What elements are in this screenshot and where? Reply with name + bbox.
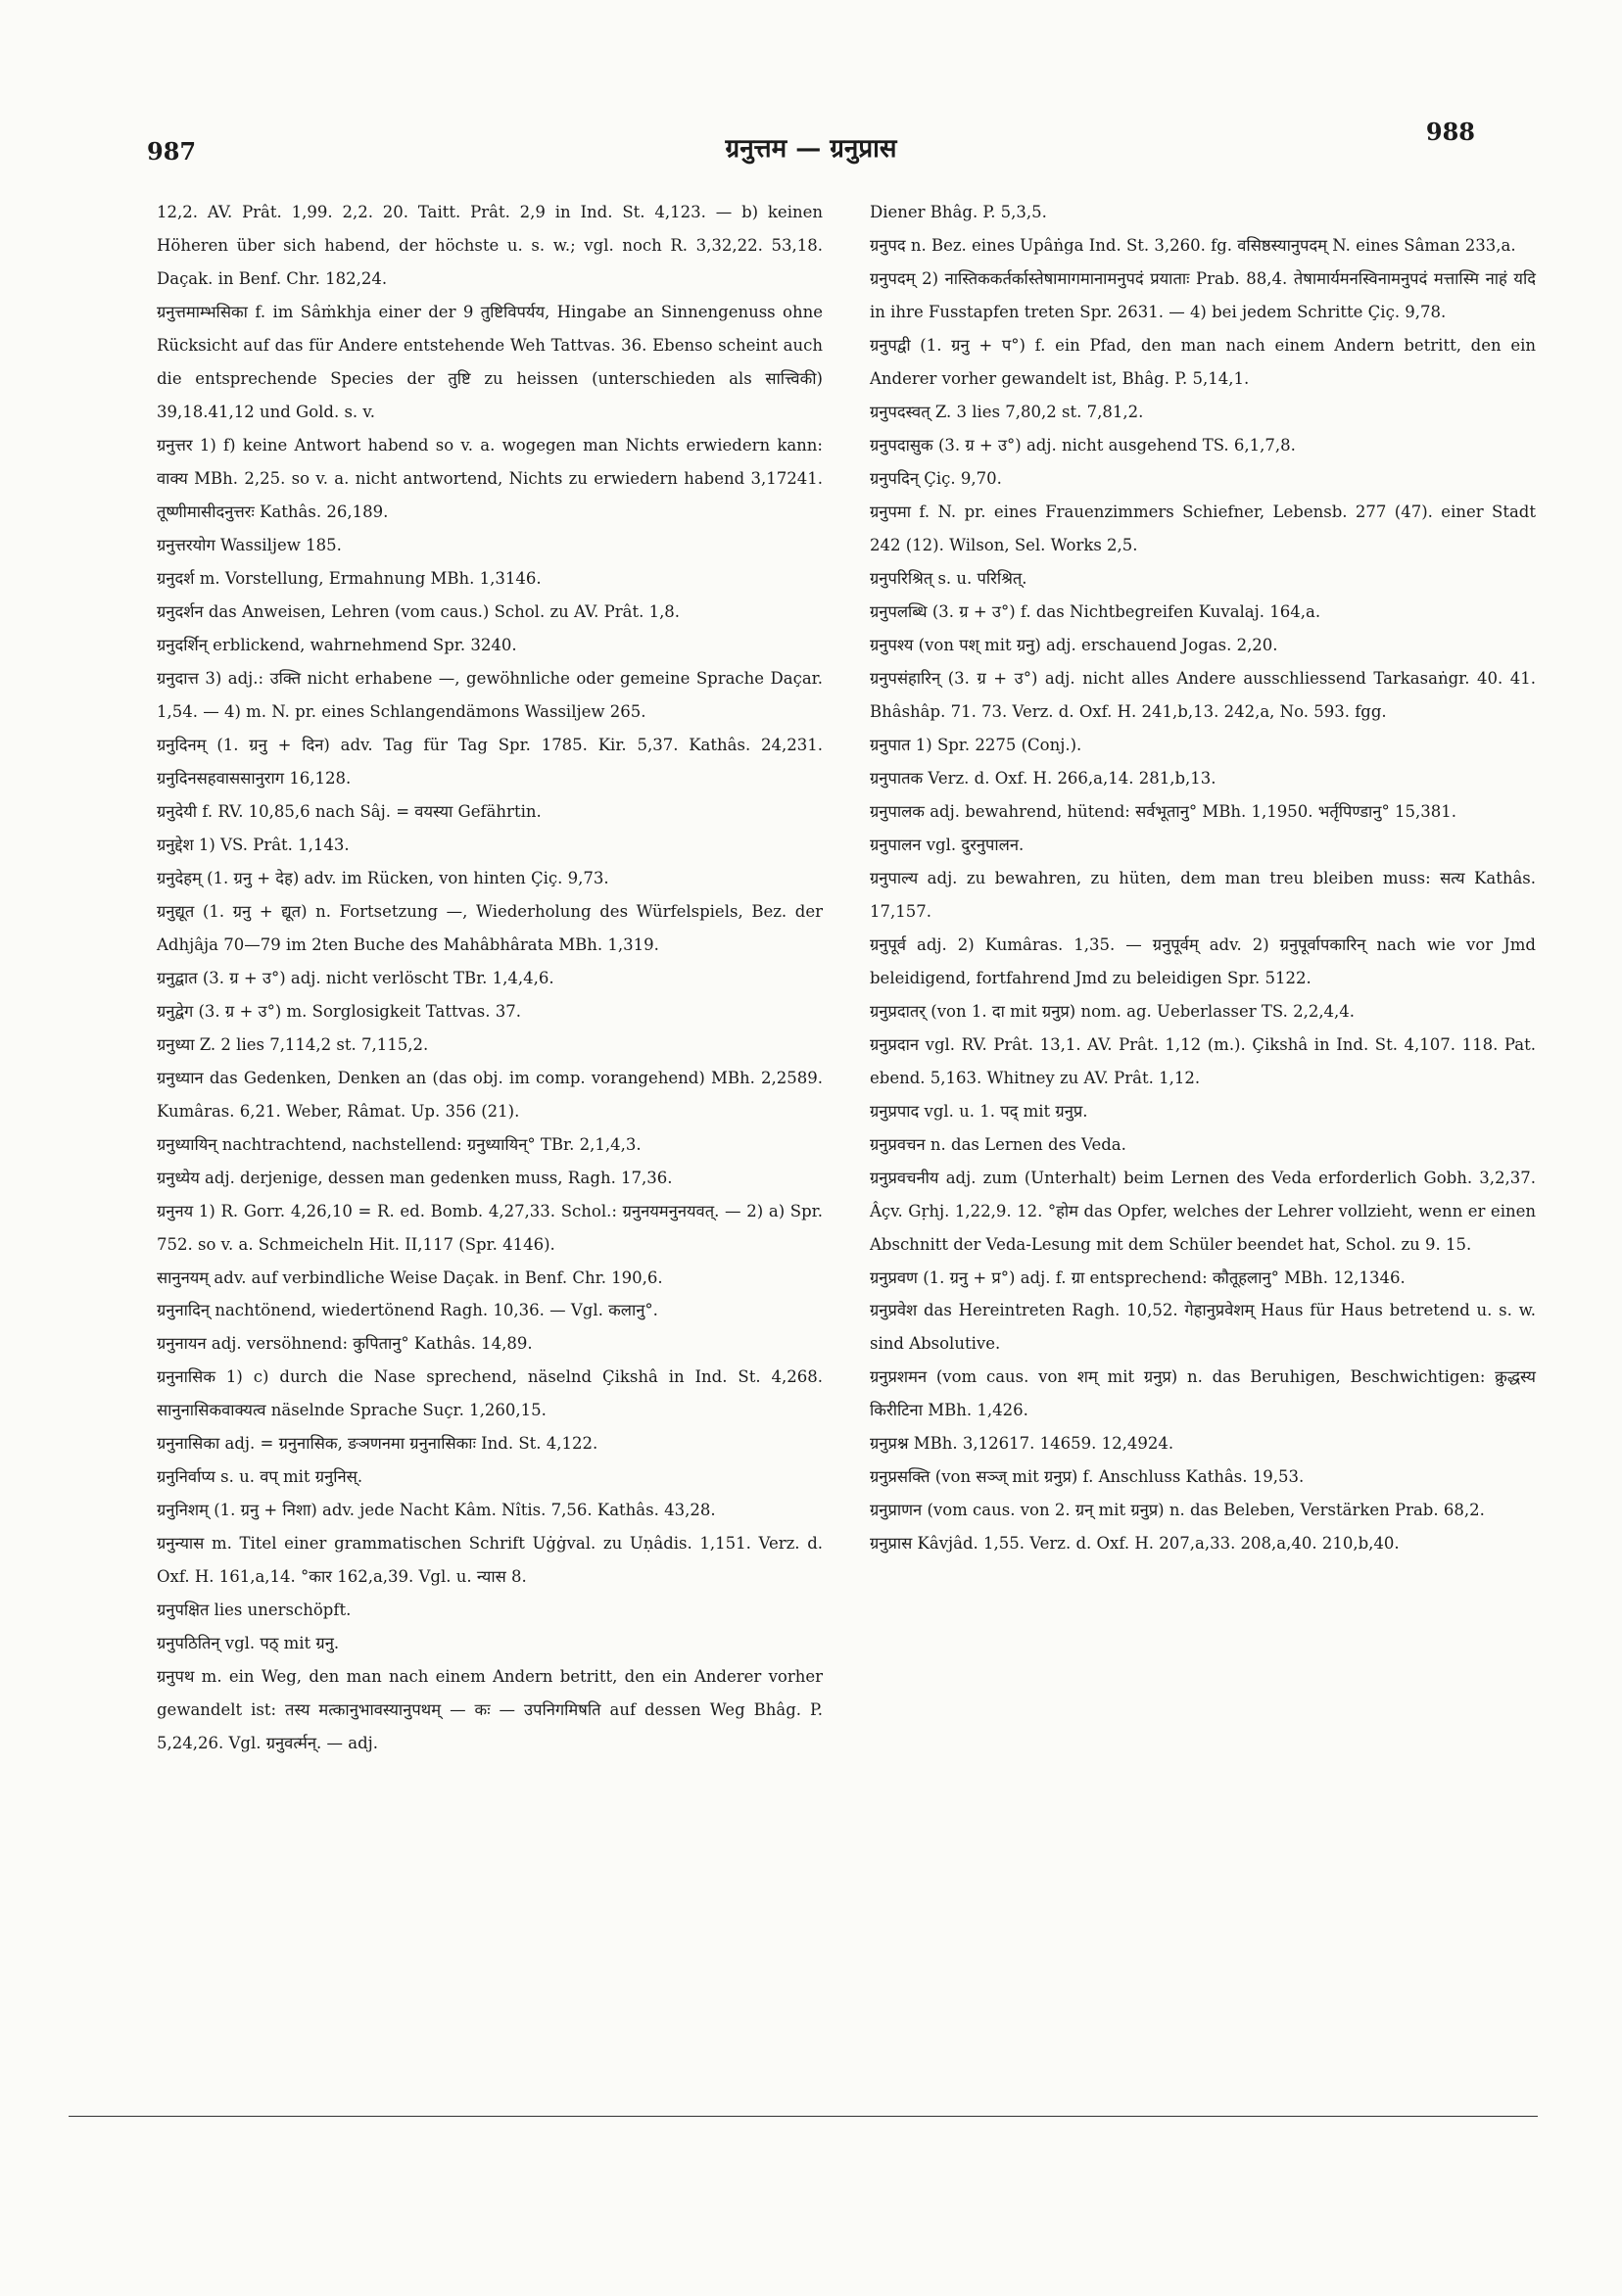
entry: ग्रनुपात 1) Spr. 2275 (Conj.). bbox=[870, 735, 1082, 754]
entry: ग्रनुदिनम् (1. ग्रनु + दिन) adv. Tag für Tag Spr. 1785. Kir. 5,37. Kathâs. 24,231. ग्रनुदिनसहवाससानुराग 16,128. bbox=[157, 735, 823, 788]
right-column bbox=[870, 196, 1536, 1560]
entry: ग्रनुपद n. Bez. eines Upâṅga Ind. St. 3,260. fg. वसिष्ठस्यानुपदम् N. eines Sâman 233,a. bbox=[870, 235, 1516, 255]
entry: ग्रनुनय 1) R. Gorr. 4,26,10 = R. ed. Bomb. 4,27,33. Schol.: ग्रनुनयमनुनयवत्. — 2) a) Spr. 752. so v. a. Schmeicheln Hit. II,117 (Spr. 4146). bbox=[157, 1201, 823, 1254]
entry: ग्रनुप्रसक्ति (von सञ्ज् mit ग्रनुप्र) f. Anschluss Kathâs. 19,53. bbox=[870, 1467, 1305, 1487]
entry: ग्रनुनिशम् (1. ग्रनु + निशा) adv. jede Nacht Kâm. Nîtis. 7,56. Kathâs. 43,28. bbox=[157, 1501, 716, 1520]
entry: ग्रनुपालन vgl. दुरनुपालन. bbox=[870, 835, 1025, 854]
entry: ग्रनुपदस्वत् Z. 3 lies 7,80,2 st. 7,81,2. bbox=[870, 402, 1144, 421]
entry: ग्रनुपसंहारिन् (3. ग्र + उ°) adj. nicht alles Andere ausschliessend Tarkasaṅgr. 40. 41. Bhâshâp. 71. 73. Verz. d. Oxf. H. 241,b,13. 242,a, No. 593. fgg. bbox=[870, 668, 1536, 721]
entry: ग्रनुपथ m. ein Weg, den man nach einem Andern betritt, den ein Anderer vorher gewandelt ist: तस्य मत्कानुभावस्यानुपथम् — कः — उपनिगमिषति auf dessen Weg Bhâg. P. 5,24,26. Vgl. ग्रनुवर्त्मन्. — adj. bbox=[157, 1667, 823, 1753]
entry: ग्रनुपदिन् Çiç. 9,70. bbox=[870, 468, 1002, 488]
entry: ग्रनुनादिन् nachtönend, wiedertönend Ragh. 10,36. — Vgl. कलानु°. bbox=[157, 1301, 658, 1320]
entry: ग्रनुपदम् 2) नास्तिककर्तर्कास्तेषामागमानामनुपदं प्रयाताः Prab. 88,4. तेषामार्यमनस्विनामनुपदं मत्तास्मि नाहं यदि in ihre Fusstapfen treten Spr. 2631. — 4) bei jedem Schritte Çiç. 9,78. bbox=[870, 268, 1536, 321]
entry: ग्रनुप्रवेश das Hereintreten Ragh. 10,52. गेहानुप्रवेशम् Haus für Haus betretend u. s. w. sind Absolutive. bbox=[870, 1301, 1536, 1354]
entry: ग्रनुपालक adj. bewahrend, hütend: सर्वभूतानु° MBh. 1,1950. भर्तृपिण्डानु° 15,381. bbox=[870, 801, 1456, 821]
entry: ग्रनुप्रवचनीय adj. zum (Unterhalt) beim Lernen des Veda erforderlich Gobh. 3,2,37. Âçv. Gṛhj. 1,22,9. 12. °होम das Opfer, welches der Lehrer vollzieht, wenn er einen Abschnitt der Veda-Lesung mit dem Schüler beendet hat, Schol. zu 9. 15. bbox=[870, 1168, 1536, 1254]
entry: ग्रनुनिर्वाप्य s. u. वप् mit ग्रनुनिस्. bbox=[157, 1467, 363, 1487]
entry: ग्रनुदर्शिन् erblickend, wahrnehmend Spr. 3240. bbox=[157, 635, 517, 654]
entry: ग्रनुध्येय adj. derjenige, dessen man gedenken muss, Ragh. 17,36. bbox=[157, 1168, 673, 1187]
left-page-number: 987 bbox=[147, 137, 197, 166]
entry: ग्रनुप्रदान vgl. RV. Prât. 13,1. AV. Prât. 1,12 (m.). Çikshâ in Ind. St. 4,107. 118. Pat. ebend. 5,163. Whitney zu AV. Prât. 1,12. bbox=[870, 1034, 1536, 1087]
entry: ग्रनुन्यास m. Titel einer grammatischen Schrift Uġġval. zu Uṇâdis. 1,151. Verz. d. Oxf. H. 161,a,14. °कार 162,a,39. Vgl. u. न्यास 8. bbox=[157, 1534, 823, 1587]
right-page-number: 988 bbox=[1425, 118, 1475, 146]
entry: ग्रनुप्रास Kâvjâd. 1,55. Verz. d. Oxf. H. 207,a,33. 208,a,40. 210,b,40. bbox=[870, 1534, 1400, 1554]
bottom-rule bbox=[69, 2116, 1538, 2117]
entry: ग्रनुप्रवण (1. ग्रनु + प्र°) adj. f. ग्रा entsprechend: कौतूहलानु° MBh. 12,1346. bbox=[870, 1268, 1406, 1287]
left-column bbox=[157, 196, 823, 1760]
entry: ग्रनुपदासुक (3. ग्र + उ°) adj. nicht ausgehend TS. 6,1,7,8. bbox=[870, 435, 1296, 454]
entry: ग्रनुत्तमाम्भसिका f. im Sâṁkhja einer der 9 तुष्टिविपर्यय, Hingabe an Sinnengenuss ohne Rücksicht auf das für Andere entstehende Weh Tattvas. 36. Ebenso scheint auch die entsprechende Species der तुष्टि zu heissen (unterschieden als सात्त्विकी) 39,18.41,12 und Gold. s. v. bbox=[157, 302, 823, 421]
entry: सानुनयम् adv. auf verbindliche Weise Daçak. in Benf. Chr. 190,6. bbox=[157, 1268, 663, 1287]
entry: ग्रनुपातक Verz. d. Oxf. H. 266,a,14. 281,b,13. bbox=[870, 768, 1216, 788]
entry: ग्रनुध्यायिन् nachtrachtend, nachstellend: ग्रनुध्यायिन्° TBr. 2,1,4,3. bbox=[157, 1134, 642, 1154]
entry: Diener Bhâg. P. 5,3,5. bbox=[870, 203, 1047, 221]
entry: ग्रनुनासिक 1) c) durch die Nase sprechend, näselnd Çikshâ in Ind. St. 4,268. सानुनासिकवाक्यत्व näselnde Sprache Suçr. 1,260,15. bbox=[157, 1367, 823, 1420]
entry: ग्रनुध्या Z. 2 lies 7,114,2 st. 7,115,2. bbox=[157, 1034, 429, 1054]
entry: ग्रनुदेयी f. RV. 10,85,6 nach Sâj. = वयस्या Gefährtin. bbox=[157, 801, 542, 821]
entry: ग्रनुपमा f. N. pr. eines Frauenzimmers Schiefner, Lebensb. 277 (47). einer Stadt 242 (12). Wilson, Sel. Works 2,5. bbox=[870, 502, 1536, 554]
entry: ग्रनुप्रपाद vgl. u. 1. पद् mit ग्रनुप्र. bbox=[870, 1101, 1088, 1121]
entry: ग्रनुप्रश्न MBh. 3,12617. 14659. 12,4924. bbox=[870, 1434, 1174, 1454]
entry: ग्रनुध्यान das Gedenken, Denken an (das obj. im comp. vorangehend) MBh. 2,2589. Kumâras. 6,21. Weber, Râmat. Up. 356 (21). bbox=[157, 1068, 823, 1121]
entry: ग्रनुद्वात (3. ग्र + उ°) adj. nicht verlöscht TBr. 1,4,4,6. bbox=[157, 968, 554, 987]
entry: ग्रनुपक्षित lies unerschöpft. bbox=[157, 1601, 352, 1620]
entry: ग्रनुपश्य (von पश् mit ग्रनु) adj. erschauend Jogas. 2,20. bbox=[870, 635, 1278, 654]
entry: ग्रनुपद्वी (1. ग्रनु + प°) f. ein Pfad, den man nach einem Andern betritt, den ein Anderer vorher gewandelt ist, Bhâg. P. 5,14,1. bbox=[870, 335, 1536, 388]
entry: ग्रनुपाल्य adj. zu bewahren, zu hüten, dem man treu bleiben muss: सत्य Kathâs. 17,157. bbox=[870, 868, 1536, 921]
entry: ग्रनुप्रशमन (vom caus. von शम् mit ग्रनुप्र) n. das Beruhigen, Beschwichtigen: क्रुद्धस्य किरीटिना MBh. 1,426. bbox=[870, 1367, 1536, 1420]
entry: ग्रनुपलब्धि (3. ग्र + उ°) f. das Nichtbegreifen Kuvalaj. 164,a. bbox=[870, 601, 1321, 621]
entry: ग्रनुदर्शन das Anweisen, Lehren (vom caus.) Schol. zu AV. Prât. 1,8. bbox=[157, 601, 681, 621]
entry: ग्रनुद्देश 1) VS. Prât. 1,143. bbox=[157, 835, 350, 854]
entry: ग्रनुद्यूत (1. ग्रनु + द्यूत) n. Fortsetzung —, Wiederholung des Würfelspiels, Bez. der Adhjâja 70—79 im 2ten Buche des Mahâbhârata MBh. 1,319. bbox=[157, 901, 823, 954]
entry: ग्रनुद्वेग (3. ग्र + उ°) m. Sorglosigkeit Tattvas. 37. bbox=[157, 1001, 521, 1021]
entry: ग्रनुप्रवचन n. das Lernen des Veda. bbox=[870, 1134, 1126, 1154]
entry: ग्रनुदात्त 3) adj.: उक्ति nicht erhabene —, gewöhnliche oder gemeine Sprache Daçar. 1,54. — 4) m. N. pr. eines Schlangendämons Wassiljew 265. bbox=[157, 668, 823, 721]
entry: ग्रनुपरिश्रित् s. u. परिश्रित्. bbox=[870, 568, 1027, 588]
entry: ग्रनुपठितिन् vgl. पठ् mit ग्रनु. bbox=[157, 1634, 340, 1653]
entry: ग्रनुनासिका adj. = ग्रनुनासिक, ङञणनमा ग्रनुनासिकाः Ind. St. 4,122. bbox=[157, 1434, 598, 1454]
entry: ग्रनुप्राणन (vom caus. von 2. ग्रन् mit ग्रनुप्र) n. das Beleben, Verstärken Prab. 68,2. bbox=[870, 1501, 1485, 1520]
entry: ग्रनुदेहम् (1. ग्रनु + देह) adv. im Rücken, von hinten Çiç. 9,73. bbox=[157, 868, 609, 887]
entry: 12,2. AV. Prât. 1,99. 2,2. 20. Taitt. Prât. 2,9 in Ind. St. 4,123. — b) keinen Höheren über sich habend, der höchste u. s. w.; vgl. noch R. 3,32,22. 53,18. Daçak. in Benf. Chr. 182,24. bbox=[157, 203, 823, 288]
entry: ग्रनुपूर्व adj. 2) Kumâras. 1,35. — ग्रनुपूर्वम् adv. 2) ग्रनुपूर्वापकारिन् nach wie vor Jmd beleidigend, fortfahrend Jmd zu beleidigen Spr. 5122. bbox=[870, 934, 1536, 987]
entry: ग्रनुत्तरयोग Wassiljew 185. bbox=[157, 535, 342, 554]
entry: ग्रनुनायन adj. versöhnend: कुपितानु° Kathâs. 14,89. bbox=[157, 1334, 533, 1354]
entry: ग्रनुप्रदातर् (von 1. दा mit ग्रनुप्र) nom. ag. Ueberlasser TS. 2,2,4,4. bbox=[870, 1001, 1356, 1021]
entry: ग्रनुदर्श m. Vorstellung, Ermahnung MBh. 1,3146. bbox=[157, 568, 542, 588]
running-head: ग्रनुत्तम — ग्रनुप्रास bbox=[725, 134, 897, 164]
entry: ग्रनुत्तर 1) f) keine Antwort habend so v. a. wogegen man Nichts erwiedern kann: वाक्य MBh. 2,25. so v. a. nicht antwortend, Nichts zu erwiedern habend 3,17241. तूष्णीमासीदनुत्तरः Kathâs. 26,189. bbox=[157, 435, 823, 521]
